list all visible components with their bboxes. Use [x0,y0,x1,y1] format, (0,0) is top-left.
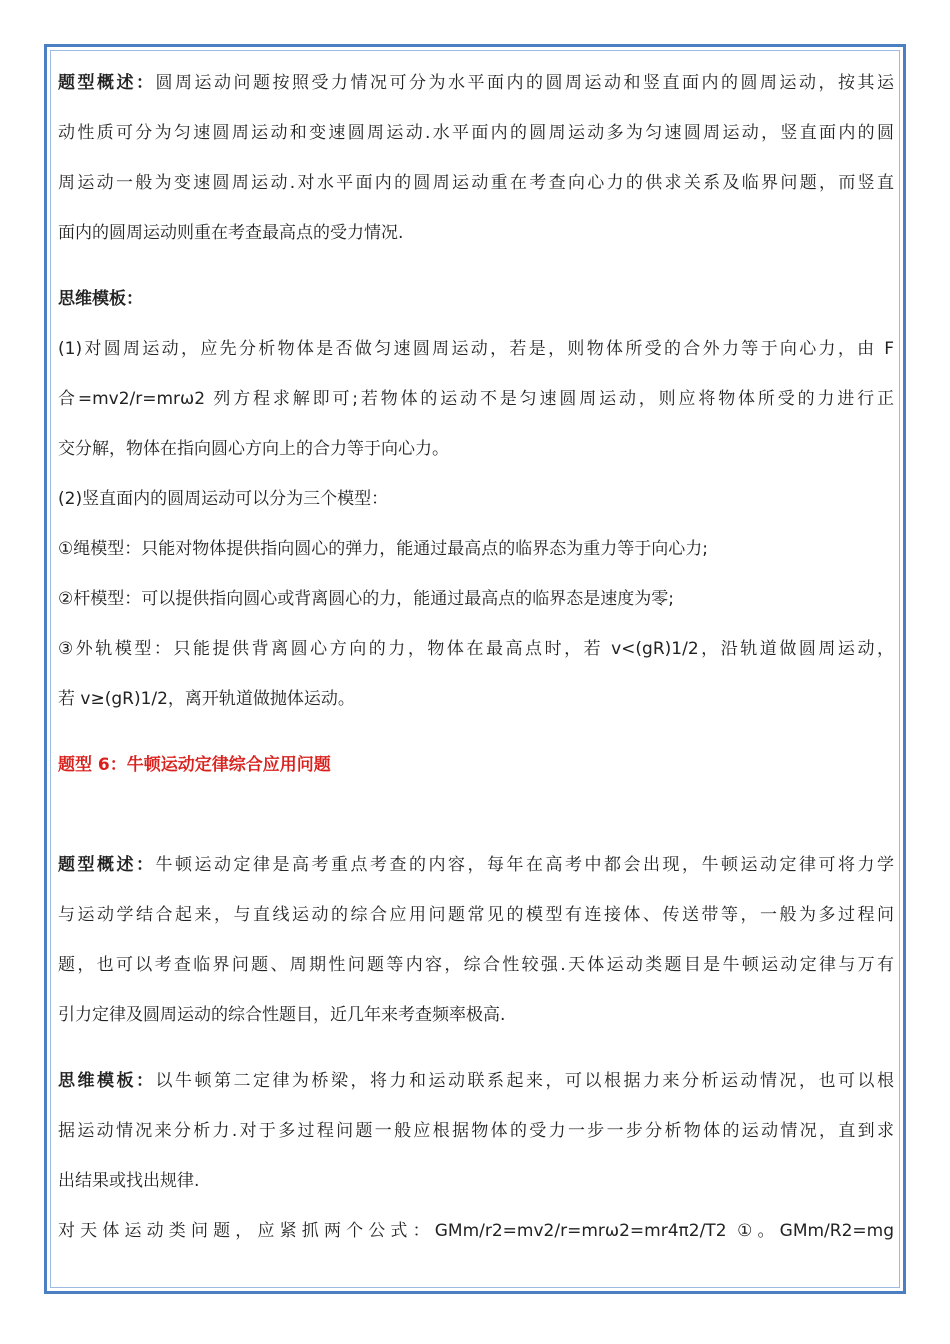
document-body [58,58,894,1256]
overview-label: 题型概述： [58,73,156,93]
section-a-overview-line-4: 面内的圆周运动则重在考查最高点的受力情况. [58,223,404,243]
overview-label: 题型概述： [58,855,156,875]
section-b-overview-line-3: 题，也可以考查临界问题、周期性问题等内容，综合性较强.天体运动类题目是牛顿运动定律与万有 [58,955,894,975]
section-a-template-line-7: ③外轨模型：只能提供背离圆心方向的力，物体在最高点时，若 v<(gR)1/2，沿轨道做圆周运动， [58,639,894,659]
spacer [58,790,894,840]
template-label: 思维模板： [58,289,143,309]
section-a-template-line-5: ①绳模型：只能对物体提供指向圆心的弹力，能通过最高点的临界态为重力等于向心力; [58,539,708,559]
section-a-template-line-6: ②杆模型：可以提供指向圆心或背离圆心的力，能通过最高点的临界态是速度为零; [58,589,674,609]
section-a-overview-line-2: 动性质可分为匀速圆周运动和变速圆周运动.水平面内的圆周运动多为匀速圆周运动，竖直面内的圆 [58,123,894,143]
spacer [58,1040,894,1056]
section-b-template-line-2: 据运动情况来分析力.对于多过程问题一般应根据物体的受力一步一步分析物体的运动情况，直到求 [58,1121,894,1141]
spacer [58,258,894,274]
section-b-template-line-1: 思维模板：以牛顿第二定律为桥梁，将力和运动联系起来，可以根据力来分析运动情况，也可以根 [58,1071,894,1091]
section-a-template-line-4: (2)竖直面内的圆周运动可以分为三个模型： [58,489,389,509]
template-label: 思维模板： [58,1071,156,1091]
section-b-overview-line-2: 与运动学结合起来，与直线运动的综合应用问题常见的模型有连接体、传送带等，一般为多过程问 [58,905,894,925]
section-b-overview-line-1: 题型概述：牛顿运动定律是高考重点考查的内容，每年在高考中都会出现，牛顿运动定律可将力学 [58,855,894,875]
section-a-overview-line-1: 题型概述：圆周运动问题按照受力情况可分为水平面内的圆周运动和竖直面内的圆周运动，按其运 [58,73,894,93]
section-a-template-line-1: (1)对圆周运动，应先分析物体是否做匀速圆周运动，若是，则物体所受的合外力等于向心力，由 F [58,339,894,359]
section-a-template-line-8: 若 v≥(gR)1/2，离开轨道做抛体运动。 [58,689,355,709]
section-a-overview-line-3: 周运动一般为变速圆周运动.对水平面内的圆周运动重在考查向心力的供求关系及临界问题，而竖直 [58,173,894,193]
section-a-template-line-2: 合=mv2/r=mrω2 列方程求解即可;若物体的运动不是匀速圆周运动，则应将物体所受的力进行正 [58,389,894,409]
section-a-template-line-3: 交分解，物体在指向圆心方向上的合力等于向心力。 [58,439,449,459]
section-b-template-line-3: 出结果或找出规律. [58,1171,200,1191]
section-b-overview-line-4: 引力定律及圆周运动的综合性题目，近几年来考查频率极高. [58,1005,506,1025]
section-heading: 题型 6：牛顿运动定律综合应用问题 [58,755,331,775]
section-b-template-line-4: 对天体运动类问题，应紧抓两个公式：GMm/r2=mv2/r=mrω2=mr4π2/T2 ①。GMm/R2=mg [58,1221,894,1241]
spacer [58,724,894,740]
